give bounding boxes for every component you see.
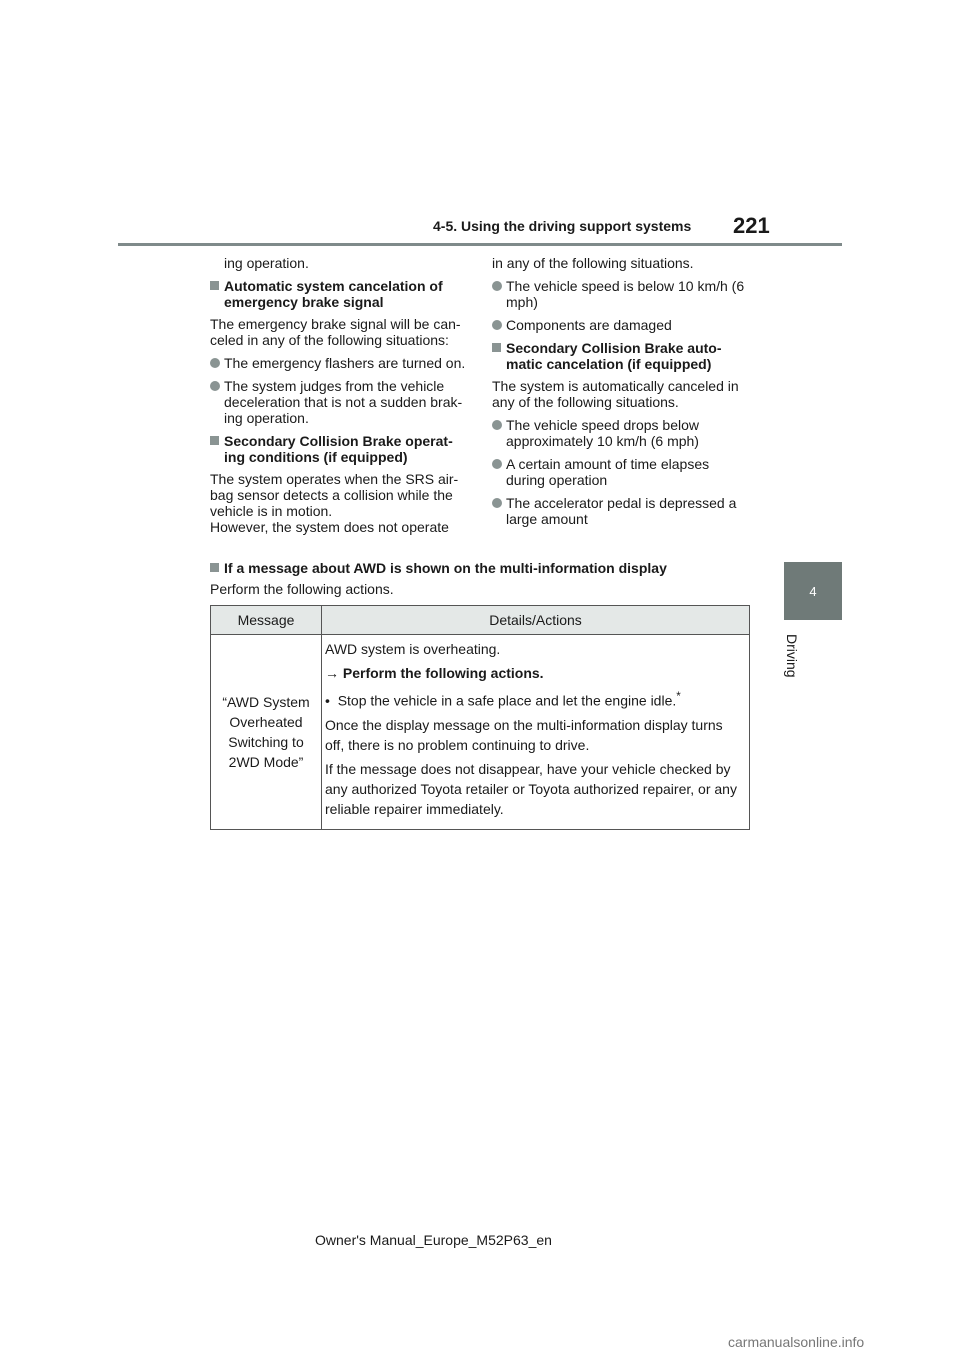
list-item: The vehicle speed drops below approximately 10 km/h (6 mph) [492, 417, 750, 449]
chapter-tab[interactable] [784, 562, 842, 620]
manual-footer: Owner's Manual_Europe_M52P63_en [315, 1232, 552, 1248]
bullet-icon [210, 381, 220, 391]
list-item: The accelerator pedal is depressed a large amount [492, 495, 750, 527]
bullet-icon [492, 320, 502, 330]
details-paragraph: If the message does not disappear, have your vehicle checked by any authorized Toyota retailer or Toyota authorized repairer, or any reliable repairer immediately. [325, 760, 737, 817]
page-number: 221 [733, 213, 770, 238]
list-item: A certain amount of time elapses during operation [492, 456, 750, 488]
list-item: Components are damaged [492, 317, 750, 333]
section-heading: Secondary Collision Brake auto-matic cancelation (if equipped) [492, 340, 750, 372]
body-text: The system is automatically canceled in any of the following situations. [492, 378, 739, 410]
left-column [210, 255, 468, 542]
watermark: carmanualsonline.info [728, 1334, 865, 1350]
arrow-icon: → [325, 665, 339, 681]
bullet-icon [492, 420, 502, 430]
continuation-text: ing operation. [224, 255, 309, 271]
square-bullet-icon [492, 343, 501, 352]
bullet-icon [492, 498, 502, 508]
chapter-number: 4 [809, 583, 817, 599]
square-bullet-icon [210, 281, 219, 290]
continuation-text: in any of the following situations. [492, 255, 694, 271]
action-step: • Stop the vehicle in a safe place and let the engine idle.* [325, 690, 681, 709]
awd-message-table [210, 605, 750, 830]
bullet-icon [492, 281, 502, 291]
awd-intro-text: Perform the following actions. [210, 581, 394, 597]
list-item: The emergency flashers are turned on. [210, 355, 468, 371]
section-heading: Automatic system cancelation of emergency brake signal [210, 278, 468, 310]
table-header-details: Details/Actions [322, 606, 750, 635]
details-cell [322, 635, 750, 830]
square-bullet-icon [210, 436, 219, 445]
action-line: → Perform the following actions. [325, 665, 544, 681]
message-cell: “AWD System Overheated Switching to 2WD Mode” [211, 635, 322, 830]
header-divider [118, 243, 842, 246]
table-header-message: Message [211, 606, 322, 635]
list-item: The system judges from the vehicle deceleration that is not a sudden brak-ing operation. [210, 378, 468, 426]
details-line: AWD system is overheating. [325, 641, 501, 657]
bullet-icon [210, 358, 220, 368]
awd-section-heading: If a message about AWD is shown on the multi-information display [210, 560, 667, 576]
details-paragraph: Once the display message on the multi-information display turns off, there is no problem continuing to drive. [325, 716, 723, 753]
section-title: 4-5. Using the driving support systems [433, 218, 692, 234]
table-row [211, 635, 750, 830]
right-column [492, 255, 750, 534]
body-text: However, the system does not operate [210, 519, 449, 535]
body-text: The emergency brake signal will be can-celed in any of the following situations: [210, 316, 461, 348]
square-bullet-icon [210, 563, 219, 572]
list-item: The vehicle speed is below 10 km/h (6 mph) [492, 278, 750, 310]
bullet-icon [492, 459, 502, 469]
chapter-label: Driving [784, 634, 800, 678]
footnote-marker: * [676, 690, 681, 703]
body-text: The system operates when the SRS air-bag sensor detects a collision while the vehicle is in motion. [210, 471, 459, 519]
section-heading: Secondary Collision Brake operat-ing conditions (if equipped) [210, 433, 468, 465]
